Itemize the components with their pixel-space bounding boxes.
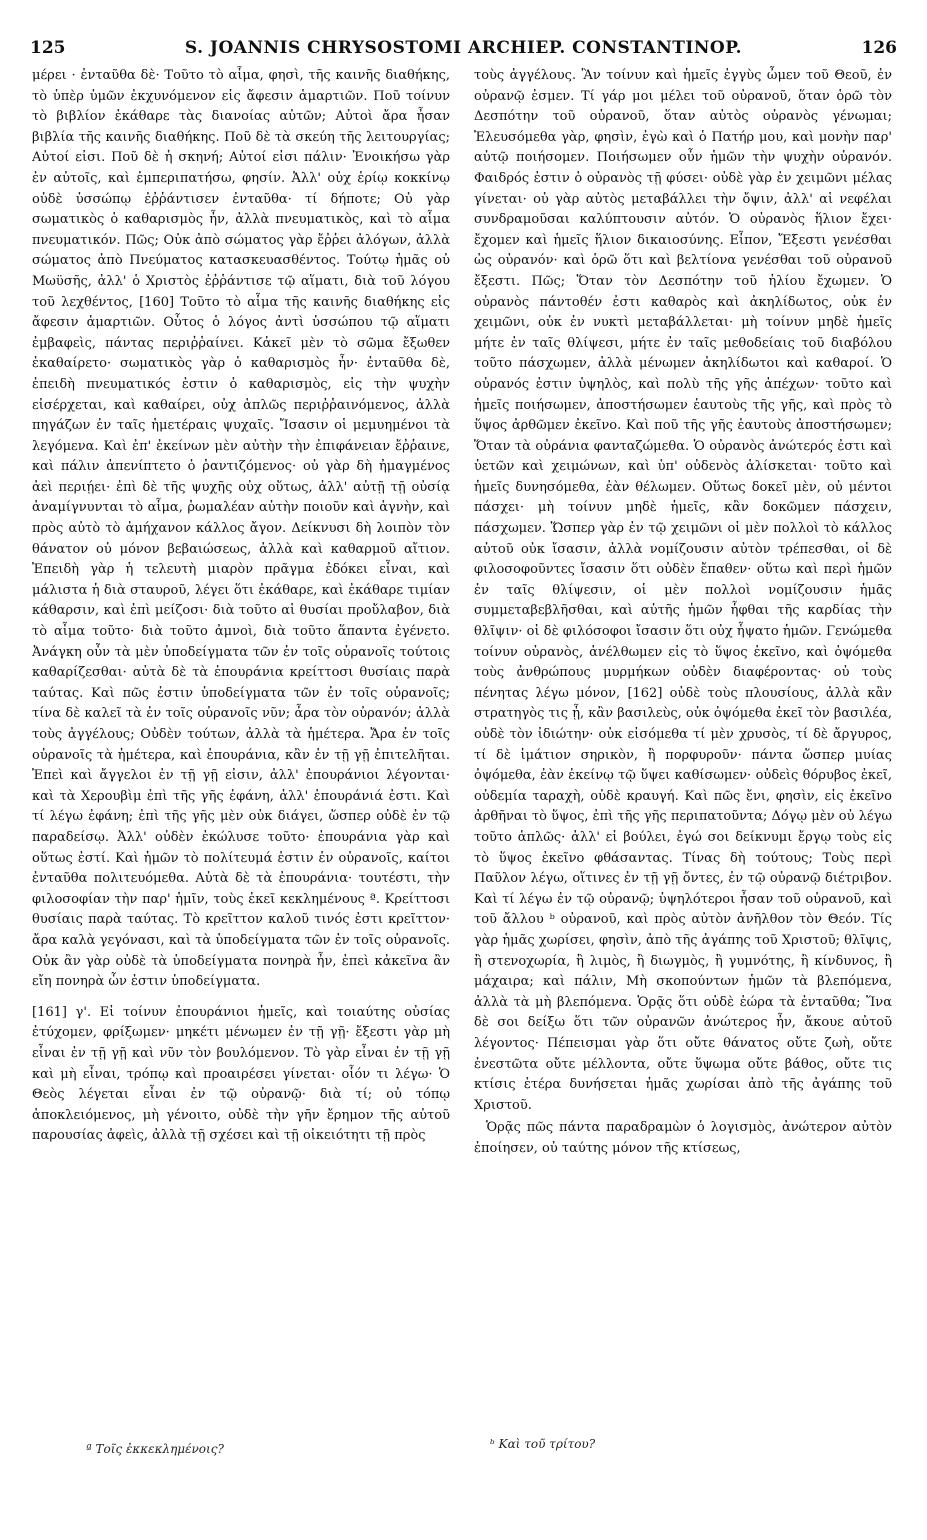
right-footnote: ᵇ Καὶ τοῦ τρίτου?	[490, 1437, 596, 1451]
left-paragraph-1: μέρει · ἐνταῦθα δὲ· Τοῦτο τὸ αἷμα, φησὶ, τῆς καινῆς διαθήκης, τὸ ὑπὲρ ὑμῶν ἐκχυνόμενον εἰς ἄφεσιν ἁμαρτιῶν. Ποῦ τοίνυν τὸ βιβλίον ἐκάθαρε τὰς διανοίας αὐτῶν; Αὐτοὶ ἄρα ἦσαν βιβλία τῆς καινῆς διαθήκης. Ποῦ δὲ τὰ σκεύη τῆς λειτουργίας; Αὐτοί εἰσι. Ποῦ δὲ ἡ σκηνή; Αὐτοί εἰσι πάλιν· Ἐνοικήσω γὰρ ἐν αὐτοῖς, καὶ ἐμπεριπατήσω, φησίν. Ἀλλ' οὐχ ἐρίῳ κοκκίνῳ οὐδὲ ὑσσώπῳ ἐῤῥάντισεν ἐνταῦθα· τί δήποτε; Οὐ γὰρ σωματικὸς ὁ καθαρισμὸς ἦν, ἀλλὰ πνευματικὸς, καὶ τὸ αἷμα πνευματικόν. Πῶς; Οὐκ ἀπὸ σώματος γὰρ ἔῤῥει ἀλόγων, ἀλλὰ σώματος ἀπὸ Πνεύματος κατασκευασθέντος. Τούτῳ ἡμᾶς οὐ Μωϋσῆς, ἀλλ' ὁ Χριστὸς ἐῤῥάντισε τῷ αἵματι, διὰ τοῦ λόγου τοῦ λεχθέντος, [160] Τοῦτο τὸ αἷμα τῆς καινῆς διαθήκης εἰς ἄφεσιν ἁμαρτιῶν. Οὗτος ὁ λόγος ἀντὶ ὑσσώπου τῷ αἵματι ἐμβαφεὶς, πάντας περιῤῥαίνει. Κἀκεῖ μὲν τὸ σῶμα ἔξωθεν ἐκαθαίρετο· σωματικὸς γὰρ ὁ καθαρισμὸς ἦν· ἐνταῦθα δὲ, ἐπειδὴ πνευματικός ἐστιν ὁ καθαρισμὸς, εἰς τὴν ψυχὴν εἰσέρχεται, καὶ καθαίρει, οὐχ ἁπλῶς περιῤῥαινόμενος, ἀλλὰ πηγάζων ἐν ταῖς ἡμετέραις ψυχαῖς. Ἴσασιν οἱ μεμυημένοι τὰ λεγόμενα. Καὶ ἐπ' ἐκείνων μὲν αὐτὴν τὴν ἐπιφάνειαν ἔῤῥαινε, καὶ πάλιν ἀπενίπτετο ὁ ῥαντιζόμενος· οὐ γὰρ δὴ ἠμαγμένος ἀεὶ περιῄει· ἐπὶ δὲ τῆς ψυχῆς οὐχ οὕτως, ἀλλ' αὐτῇ τῇ οὐσίᾳ ἀναμίγνυνται τὸ αἷμα, ῥωμαλέαν αὐτὴν ποιοῦν καὶ ἁγνὴν, καὶ πρὸς αὐτὸ τὸ ἀμήχανον κάλλος ἄγον. Δείκνυσι δὴ λοιπὸν τὸν θάνατον οὐ μόνον βεβαιώσεως, ἀλλὰ καὶ καθαρμοῦ αἴτιον. Ἐπειδὴ γὰρ ἡ τελευτὴ μιαρὸν πρᾶγμα ἐδόκει εἶναι, καὶ μάλιστα ἡ διὰ σταυροῦ, λέγει ὅτι ἐκάθαρε, καὶ ἐκάθαρε τιμίαν κάθαρσιν, καὶ ἐπὶ μείζοσι· διὰ τοῦτο αἱ θυσίαι προὔλαβον, διὰ τὸ αἷμα τοῦτο· διὰ τοῦτο ἀμνοὶ, διὰ τοῦτο ἅπαντα ἐγένετο. Ἀνάγκη οὖν τὰ μὲν ὑποδείγματα τῶν ἐν τοῖς οὐρανοῖς τούτοις καθαρίζεσθαι· αὐτὰ δὲ τὰ ἐπουράνια κρείττοσι θυσίαις παρὰ ταύτας. Καὶ πῶς ἐστιν ὑποδείγματα τῶν ἐν τοῖς οὐρανοῖς; τίνα δὲ καλεῖ τὰ ἐν τοῖς οὐρανοῖς νῦν; ἆρα τὸν οὐρανόν; ἀλλὰ τοὺς ἀγγέλους; Οὐδὲν τούτων, ἀλλὰ τὰ ἡμέτερα. Ἄρα ἐν τοῖς οὐρανοῖς τὰ ἡμέτερα, καὶ ἐπουράνια, κἂν ἐν τῇ γῇ ἐπιτελῆται. Ἐπεὶ καὶ ἄγγελοι ἐν τῇ γῇ εἰσιν, ἀλλ' ἐπουράνιοι λέγονται· καὶ τὰ Χερουβὶμ ἐπὶ τῆς γῆς ἐφάνη, ἀλλ' ἐπουράνιά ἐστι. Καὶ τί λέγω ἐφάνη; ἐπὶ τῆς γῆς μὲν οὐκ διάγει, ὥσπερ οὐδὲ ἐν τῷ παραδείσῳ. Ἀλλ' οὐδὲν ἐκώλυσε τοῦτο· ἐπουράνια γὰρ καὶ οὕτως ἐστί. Καὶ ἡμῶν τὸ πολίτευμά ἐστιν ἐν οὐρανοῖς, καίτοι ἐνταῦθα πολιτευόμεθα. Αὐτὰ δὲ τὰ ἐπουράνια· τουτέστι, τὴν φιλοσοφίαν τὴν παρ' ἡμῖν, τοὺς ἐκεῖ κεκλημένους ª. Κρείττοσι θυσίαις παρὰ ταύτας. Τὸ κρεῖττον καλοῦ τινός ἐστι κρεῖττον· ἄρα καλὰ γεγόνασι, καὶ τὰ ὑποδείγματα τῶν ἐν τοῖς οὐρανοῖς. Οὐκ ἂν γὰρ οὐδὲ τὰ ὑποδείγματα πονηρὰ ἦν, ἐπεὶ κἀκεῖνα ἂν εἴη πονηρὰ ὧν ἐστιν ὑποδείγματα.	[32, 68, 450, 990]
left-footnote: ª Τοῖς ἐκκεκλημένοις?	[86, 1442, 224, 1456]
left-page-number: 125	[30, 38, 66, 58]
right-paragraph-2: Ὁρᾷς πῶς πάντα παραδραμὼν ὁ λογισμὸς, ἀνώτερον αὐτὸν ἐποίησεν, οὐ ταύτης μόνον τῆς κτίσεως,	[474, 1120, 892, 1156]
right-page-number: 126	[861, 38, 897, 58]
right-column	[474, 66, 892, 1446]
running-header	[30, 38, 897, 62]
left-paragraph-2: [161] γ'. Εἰ τοίνυν ἐπουράνιοι ἡμεῖς, καὶ τοιαύτης οὐσίας ἐτύχομεν, φρίξωμεν· μηκέτι μένωμεν ἐν τῇ γῇ· ἔξεστι γὰρ μὴ εἶναι ἐν τῇ γῇ καὶ νῦν τὸν βουλόμενον. Τὸ γὰρ εἶναι ἐν τῇ γῇ καὶ μὴ εἶναι, τρόπῳ καὶ προαιρέσει γίνεται· οἷόν τι λέγω· Ὁ Θεὸς λέγεται εἶναι ἐν τῷ οὐρανῷ· διὰ τί; οὐ τόπῳ ἀποκλειόμενος, μὴ γένοιτο, οὐδὲ τὴν γῆν ἔρημον τῆς αὐτοῦ παρουσίας ἀφεὶς, ἀλλὰ τῇ σχέσει καὶ τῇ οἰκειότητι τῇ πρὸς	[32, 1004, 450, 1144]
right-paragraph-1: τοὺς ἀγγέλους. Ἂν τοίνυν καὶ ἡμεῖς ἐγγὺς ὦμεν τοῦ Θεοῦ, ἐν οὐρανῷ ἐσμεν. Τί γάρ μοι μέλει τοῦ οὐρανοῦ, ὅταν ὁρῶ τὸν Δεσπότην τοῦ οὐρανοῦ, ὅταν αὐτὸς οὐρανὸς γένωμαι; Ἐλευσόμεθα γὰρ, φησὶν, ἐγὼ καὶ ὁ Πατήρ μου, καὶ μονὴν παρ' αὐτῷ ποιήσομεν. Ποιήσωμεν οὖν ἡμῶν τὴν ψυχὴν οὐρανόν. Φαιδρός ἐστιν ὁ οὐρανὸς τῇ φύσει· οὐδὲ γὰρ ἐν χειμῶνι μέλας γίνεται· οὐ γὰρ αὐτὸς μεταβάλλει τὴν ὄψιν, ἀλλ' αἱ νεφέλαι συνδραμοῦσαι καλύπτουσιν αὐτόν. Ὁ οὐρανὸς ἥλιον ἔχει· ἔχομεν καὶ ἡμεῖς ἥλιον δικαιοσύνης. Εἶπον, Ἔξεστι γενέσθαι ὡς οὐρανόν· καὶ ὁρῶ ὅτι καὶ βελτίονα γενέσθαι τοῦ οὐρανοῦ ἔξεστι. Πῶς; Ὅταν τὸν Δεσπότην τοῦ ἡλίου ἔχωμεν. Ὁ οὐρανὸς πάντοθέν ἐστι καθαρὸς καὶ ἀκηλίδωτος, οὐκ ἐν χειμῶνι, οὐκ ἐν νυκτὶ μεταβάλλεται· μὴ τοίνυν μηδὲ ἡμεῖς μήτε ἐν ταῖς θλίψεσι, μήτε ἐν ταῖς μεθοδείαις τοῦ διαβόλου τοῦτο πάσχωμεν, ἀλλὰ μένωμεν ἀκηλίδωτοι καὶ καθαροί. Ὁ οὐρανός ἐστιν ὑψηλὸς, καὶ πολὺ τῆς γῆς ἀπέχων· τοῦτο καὶ ἡμεῖς ποιήσωμεν, ἀποστήσωμεν ἑαυτοὺς τῆς γῆς, καὶ πρὸς τὸ ὕψος ἀρθῶμεν ἐκεῖνο. Καὶ ποῦ τῆς γῆς ἑαυτοὺς ἀποστήσωμεν; Ὅταν τὰ οὐράνια φανταζώμεθα. Ὁ οὐρανὸς ἀνώτερός ἐστι καὶ ὑετῶν καὶ χειμώνων, καὶ ὑπ' οὐδενὸς ἁλίσκεται· τοῦτο καὶ ἡμεῖς δυνησόμεθα, ἐὰν θέλωμεν. Οὕτως δοκεῖ μὲν, οὐ μέντοι πάσχει· μὴ τοίνυν μηδὲ ἡμεῖς, κἂν δοκῶμεν πάσχειν, πάσχωμεν. Ὥσπερ γὰρ ἐν τῷ χειμῶνι οἱ μὲν πολλοὶ τὸ κάλλος αὐτοῦ οὐκ ἴσασιν, ἀλλὰ νομίζουσιν αὐτὸν τρέπεσθαι, οἱ δὲ φιλοσοφοῦντες ἴσασιν ὅτι οὐδὲν ἔπαθεν· οὕτω καὶ περὶ ἡμῶν ἐν ταῖς θλίψεσιν, οἱ μὲν πολλοὶ νομίζουσιν ἡμᾶς συμμεταβεβλῆσθαι, καὶ αὐτῆς ἡμῶν ἧφθαι τῆς καρδίας τὴν θλῖψιν· οἱ δὲ φιλόσοφοι ἴσασιν ὅτι οὐχ ἧψατο ἡμῶν. Γενώμεθα τοίνυν οὐρανὸς, ἀνέλθωμεν εἰς τὸ ὕψος ἐκεῖνο, καὶ ὀψόμεθα τοὺς ἀνθρώπους μυρμήκων οὐδὲν διαφέροντας· οὐ τοὺς πένητας λέγω μόνον, [162] οὐδὲ τοὺς πλουσίους, ἀλλὰ κἂν στρατηγὸς τις ᾖ, κἂν βασιλεὺς, οὐκ ὀψόμεθα ἐκεῖ τὸν βασιλέα, οὐδὲ τὸν ἰδιώτην· οὐκ εἰσόμεθα τί μὲν χρυσὸς, τί δὲ ἄργυρος, τί δὲ ἱμάτιον σηρικὸν, ἢ πορφυροῦν· πάντα ὥσπερ μυίας ὀψόμεθα, ἐὰν ἐκείνῳ τῷ ὕψει καθίσωμεν· οὐδεὶς θόρυβος ἐκεῖ, οὐδεμία ταραχὴ, οὐδὲ κραυγή. Καὶ πῶς ἔνι, φησὶν, εἰς ἐκεῖνο ἀρθῆναι τὸ ὕψος, ἐπὶ τῆς γῆς περιπατοῦντα; Δόγῳ μὲν οὐ λέγω τοῦτο ἁπλῶς· ἀλλ' εἰ βούλει, ἐγώ σοι δείκνυμι ἔργῳ τοὺς εἰς τὸ ὕψος ἐκεῖνο φθάσαντας. Τίνας δὴ τούτους; Τοὺς περὶ Παῦλον λέγω, οἵτινες ἐν τῇ γῇ ὄντες, ἐν τῷ οὐρανῷ διέτριβον. Καὶ τί λέγω ἐν τῷ οὐρανῷ; ὑψηλότεροι ἦσαν τοῦ οὐρανοῦ, καὶ τοῦ ἄλλου ᵇ οὐρανοῦ, καὶ πρὸς αὐτὸν ἀνῆλθον τὸν Θεόν. Τίς γὰρ ἡμᾶς χωρίσει, φησὶν, ἀπὸ τῆς ἀγάπης τοῦ Χριστοῦ; θλῖψις, ἢ στενοχωρία, ἢ λιμὸς, ἢ διωγμὸς, ἢ γυμνότης, ἢ κίνδυνος, ἢ μάχαιρα; καὶ πάλιν, Μὴ σκοπούντων ἡμῶν τὰ βλεπόμενα, ἀλλὰ τὰ μὴ βλεπόμενα. Ὁρᾷς ὅτι οὐδὲ ἑώρα τὰ ἐνταῦθα; Ἵνα δὲ σοι δείξω ὅτι τῶν οὐρανῶν ἀνώτερος ἦν, ἄκουε αὐτοῦ λέγοντος· Πέπεισμαι γὰρ ὅτι οὔτε θάνατος οὔτε ζωὴ, οὔτε ἐνεστῶτα οὔτε μέλλοντα, οὔτε ὕψωμα οὔτε βάθος, οὔτε τις κτίσις ἑτέρα δυνήσεται ἡμᾶς χωρίσαι ἀπὸ τῆς ἀγάπης τοῦ Χριστοῦ.	[474, 68, 892, 1113]
running-title: S. JOANNIS CHRYSOSTOMI ARCHIEP. CONSTANTINOP.	[184, 38, 743, 58]
left-column	[32, 66, 450, 1486]
